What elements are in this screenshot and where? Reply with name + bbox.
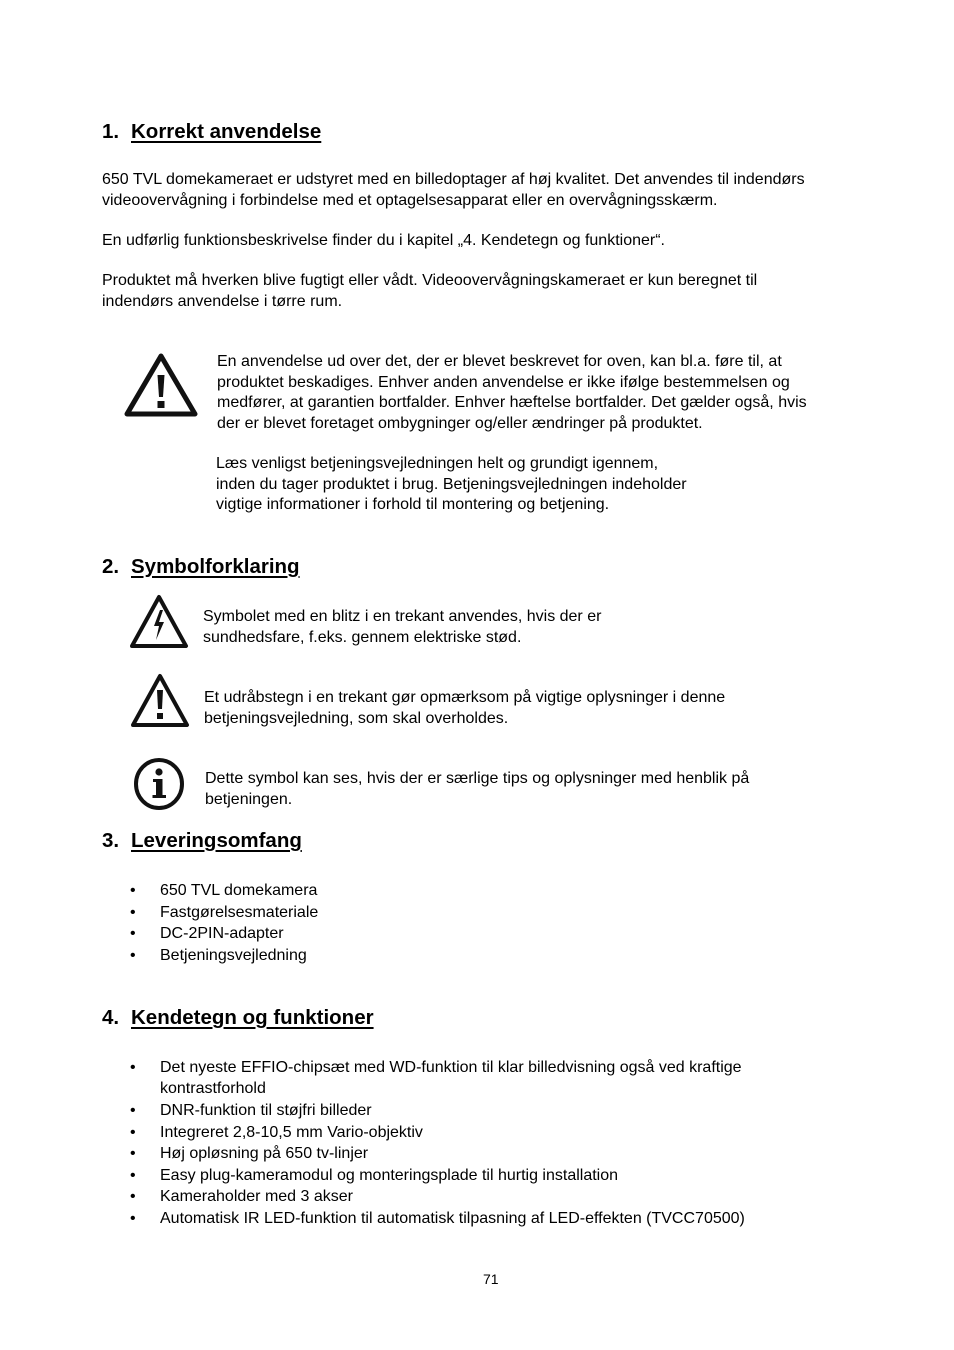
section-number: 4. (102, 1006, 120, 1029)
text-line: • Det nyeste EFFIO-chipsæt med WD-funktion til klar billedvisning også ved kraftige (160, 1059, 742, 1076)
info-symbol-text (205, 769, 749, 810)
text-line: indendørs anvendelse i tørre rum. (102, 292, 343, 310)
text-line: 650 TVL domekameraet er udstyret med en billedoptager af høj kvalitet. Det anvendes til indendørs (102, 171, 805, 188)
features-list (102, 1058, 745, 1229)
section-number: 2. (102, 555, 120, 578)
list-item (102, 1058, 745, 1099)
section-4-heading (102, 1006, 374, 1030)
text-line: medfører, at garantien bortfalder. Enhver hæftelse bortfalder. Det gælder også, hvis (217, 394, 807, 411)
section-title: Symbolforklaring (131, 555, 300, 578)
section-2-heading (102, 555, 300, 579)
text-line: kontrastforhold (160, 1079, 266, 1097)
section-title: Korrekt anvendelse (131, 120, 322, 143)
intro-paragraph (102, 170, 805, 211)
list-item: • Kameraholder med 3 akser (102, 1186, 745, 1208)
warning-text (217, 352, 807, 434)
list-item: • DC-2PIN-adapter (102, 923, 318, 945)
section-1-heading (102, 120, 321, 144)
list-item: • Automatisk IR LED-funktion til automatisk tilpasning af LED-effekten (TVCC70500) (102, 1208, 745, 1230)
text-line: Dette symbol kan ses, hvis der er særlige tips og oplysninger med henblik på (205, 770, 750, 787)
text-line: Læs venligst betjeningsvejledningen helt og grundigt igennem, (216, 455, 659, 472)
text-line: En anvendelse ud over det, der er blevet beskrevet for oven, kan bl.a. føre til, at (217, 353, 782, 370)
read-manual-text (216, 454, 687, 516)
exclamation-symbol-text (204, 688, 725, 729)
text-line: Produktet må hverken blive fugtigt eller vådt. Videoovervågningskameraet er kun beregnet til (102, 272, 758, 289)
warning-triangle-icon (124, 353, 198, 417)
list-item: • Easy plug-kameramodul og monteringsplade til hurtig installation (102, 1165, 745, 1187)
text-line: Symbolet med en blitz i en trekant anvendes, hvis der er (203, 608, 602, 625)
reference-paragraph (102, 231, 665, 252)
text-line: produktet beskadiges. Enhver anden anvendelse er ikke ifølge bestemmelsen og (217, 373, 790, 391)
text-line: inden du tager produktet i brug. Betjeningsvejledningen indeholder (216, 475, 687, 493)
section-3-heading (102, 829, 302, 853)
text-line: der er blevet foretaget ombygninger og/eller ændringer på produktet. (217, 414, 703, 432)
text-line: videoovervågning i forbindelse med et optagelsesapparat eller en overvågningsskærm. (102, 191, 718, 209)
list-item: • DNR-funktion til støjfri billeder (102, 1100, 745, 1122)
list-item: • Fastgørelsesmateriale (102, 902, 318, 924)
exclamation-triangle-icon (130, 673, 190, 728)
list-item: • Høj opløsning på 650 tv-linjer (102, 1143, 745, 1165)
lightning-triangle-icon (129, 594, 189, 649)
text-line: Et udråbstegn i en trekant gør opmærksom på vigtige oplysninger i denne (204, 689, 726, 706)
text-line: vigtige informationer i forhold til montering og betjening. (216, 496, 610, 513)
section-number: 3. (102, 829, 120, 852)
text-line: En udførlig funktionsbeskrivelse finder du i kapitel „4. Kendetegn og funktioner“. (102, 232, 665, 249)
info-circle-icon (133, 757, 185, 811)
text-line: betjeningen. (205, 790, 293, 808)
text-line: betjeningsvejledning, som skal overholdes. (204, 709, 509, 727)
delivery-list (102, 880, 318, 966)
page-number: 71 (483, 1271, 499, 1287)
lightning-symbol-text (203, 607, 601, 648)
section-number: 1. (102, 120, 120, 143)
section-title: Kendetegn og funktioner (131, 1006, 374, 1029)
list-item: • Betjeningsvejledning (102, 945, 318, 967)
section-title: Leveringsomfang (131, 829, 302, 852)
list-item: • Integreret 2,8-10,5 mm Vario-objektiv (102, 1122, 745, 1144)
moisture-paragraph (102, 271, 757, 312)
list-item: • 650 TVL domekamera (102, 880, 318, 902)
text-line: sundhedsfare, f.eks. gennem elektriske stød. (203, 628, 522, 646)
